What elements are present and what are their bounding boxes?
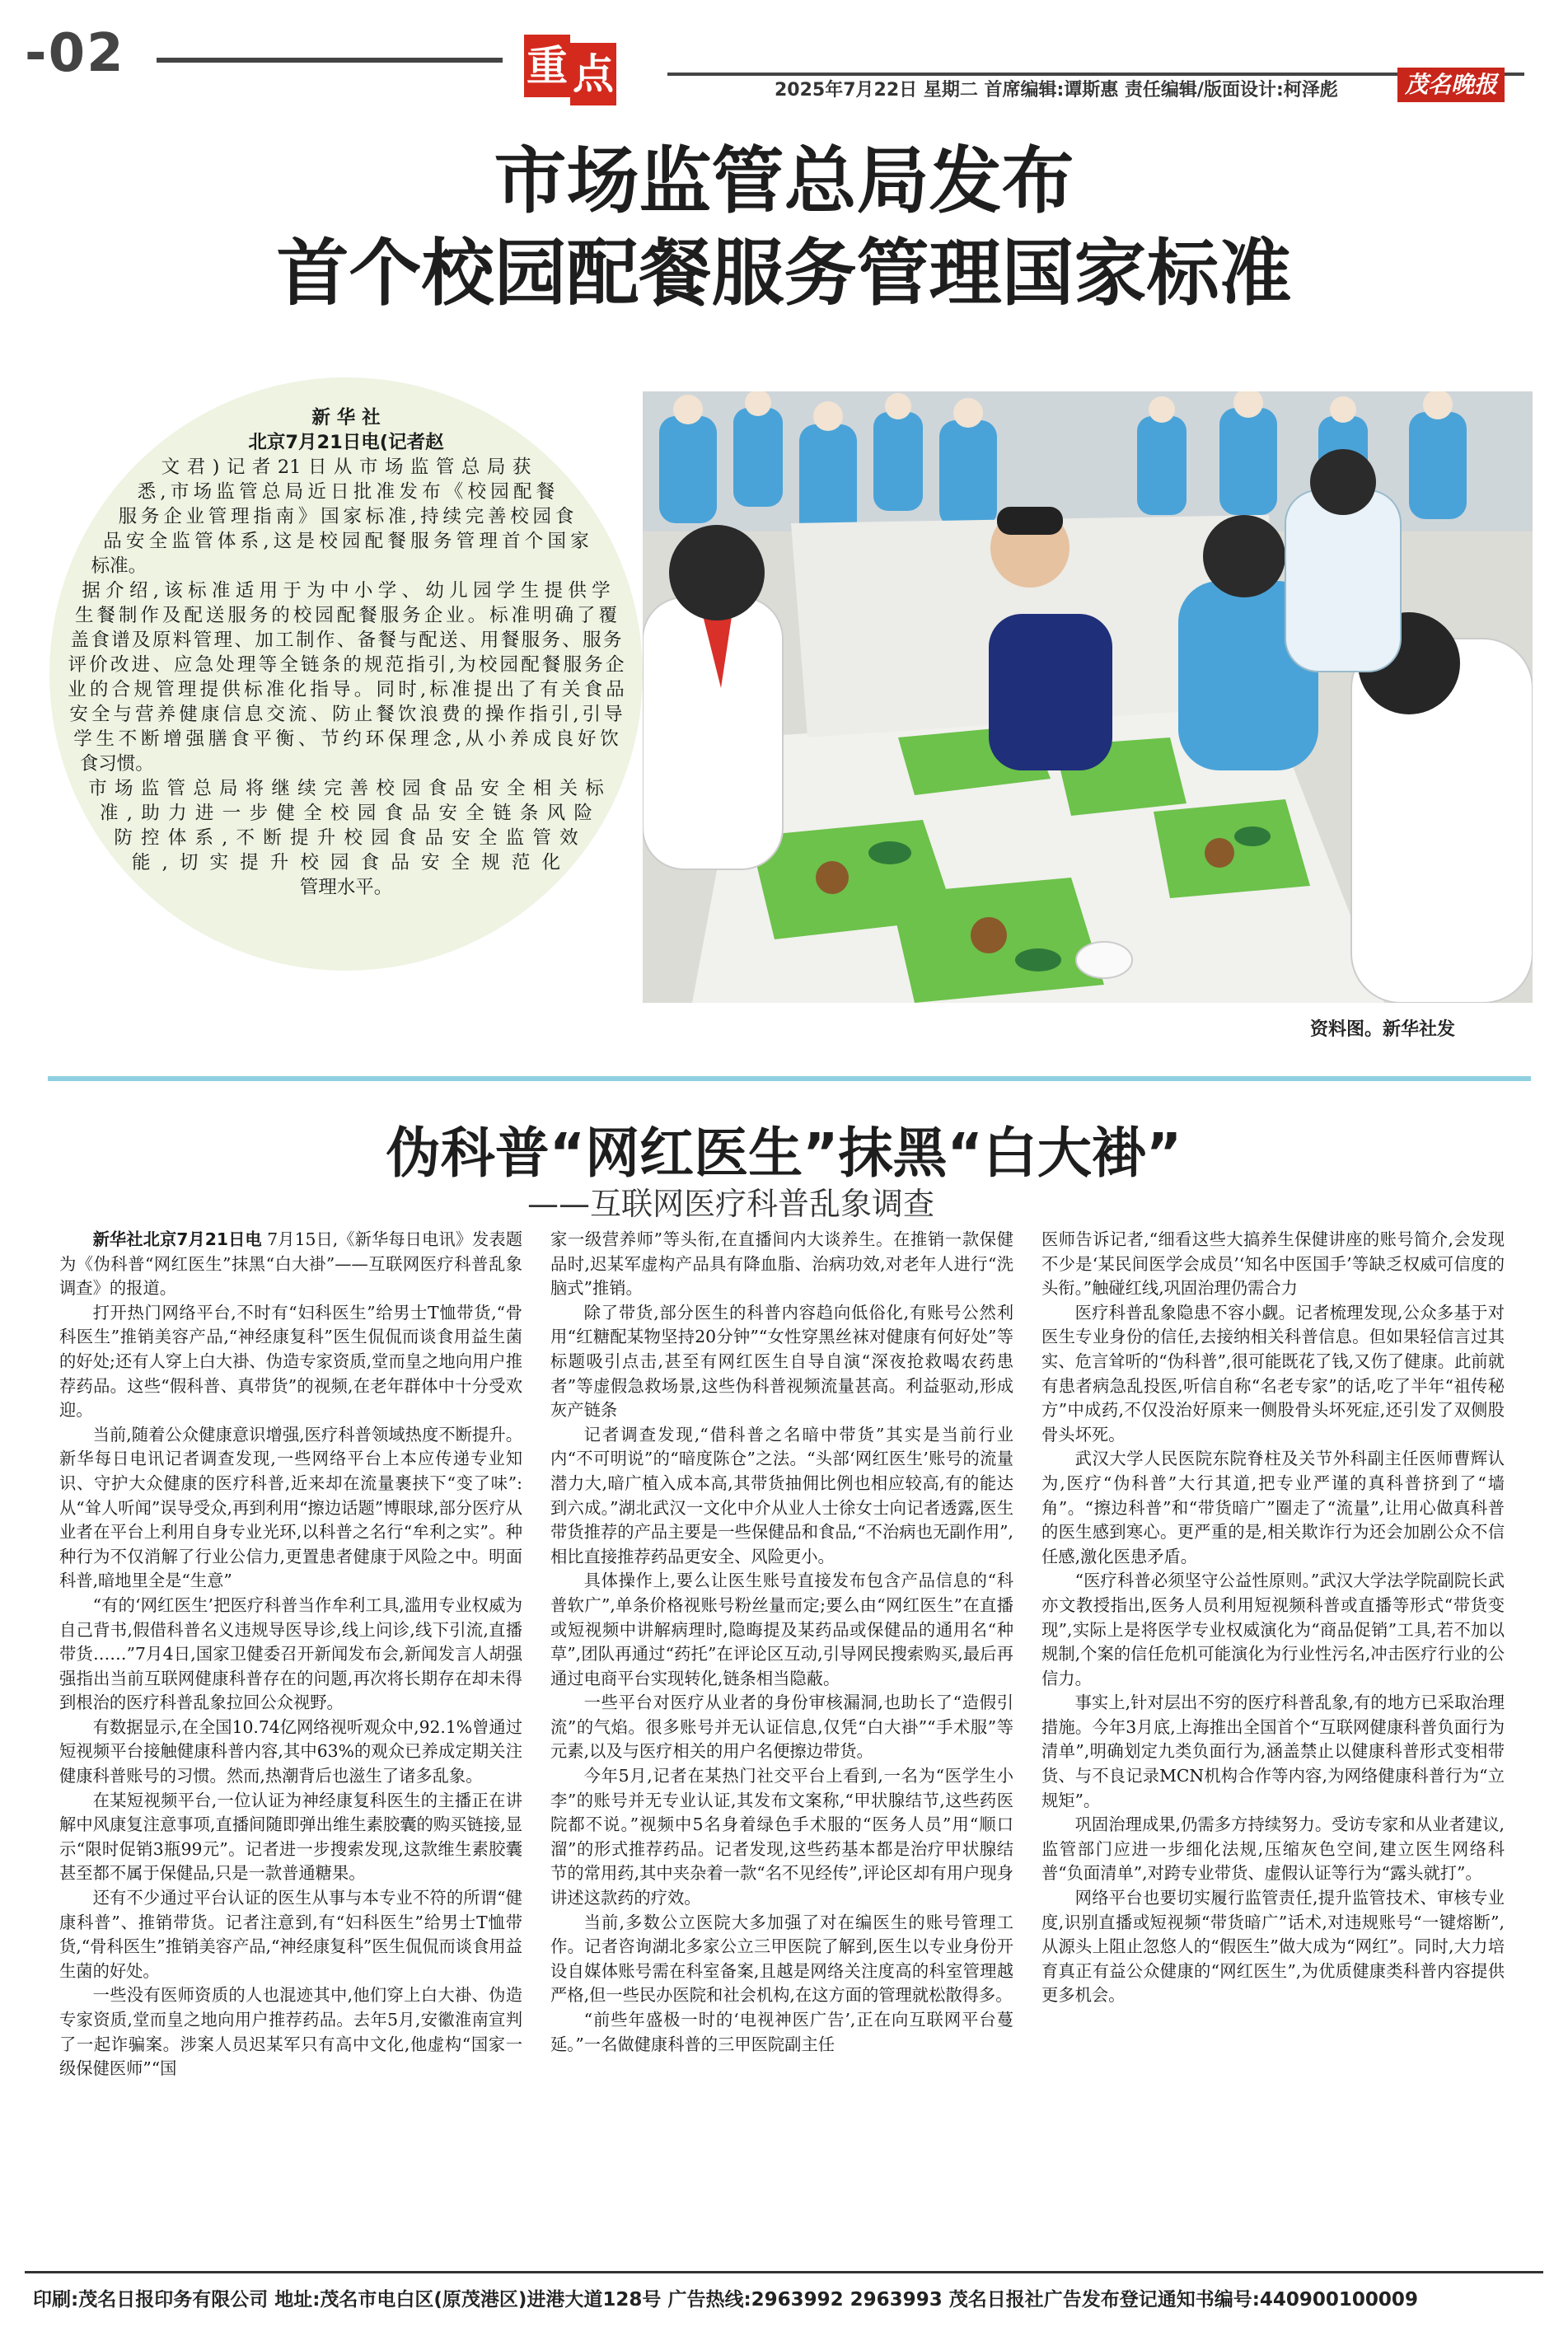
section-tag-char-2: 点 [570,43,616,105]
article1-line: 防控体系,不断提升校园食品安全监管效 [114,827,578,849]
article2-paragraph [1041,1301,1505,1448]
footer-rule [25,2271,1543,2273]
paragraph-text: 当前,多数公立医院大多加强了对在编医生的账号管理工作。记者咨询湖北多家公立三甲医院了解到,医生以专业身份开设自媒体账号需在科室备案,且越是网络关注度高的科室管理越严格,但一些民办医院和社会机构,在这方面的管理就松散得多。 [550,1912,1013,2006]
article2-column-2 [550,1228,1013,2057]
article2-paragraph [59,1886,522,1983]
article2-paragraph [1041,1886,1505,2008]
header-rule [157,58,503,63]
article1-line: 据介绍,该标准适用于为中小学、幼儿园学生提供学 [82,580,611,602]
paragraph-text: 有数据显示,在全国10.74亿网络视听观众中,92.1%曾通过短视频平台接触健康科普内容,其中63%的观众已养成定期关注健康科普账号的习惯。然而,热潮背后也滋生了诸多乱象。 [59,1716,522,1786]
article2-column-1 [59,1228,522,2081]
newspaper-logo: 茂名晚报 [1397,68,1505,102]
article2-paragraph [550,1764,1013,1911]
article1-line: 食习惯。 [79,753,154,775]
headline-line-1: 市场监管总局发布 [494,138,1074,223]
article1-line: 北京7月21日电(记者赵 [248,432,444,453]
article1-line: 生餐制作及配送服务的校园配餐服务企业。标准明确了覆 [74,605,617,626]
article1-line: 能,切实提升校园食品安全规范化 [132,852,560,873]
paragraph-text: 网络平台也要切实履行监管责任,提升监管技术、审核专业度,识别直播或短视频“带货暗广”话术,对违规账号“一键熔断”,从源头上阻止忽悠人的“假医生”做大成为“网红”。同时,大力培育真正有益公众健康的“网红医生”,为优质健康类科普内容提供更多机会。 [1041,1888,1505,2006]
article2-paragraph [1041,1691,1505,1813]
article1-line: 悉,市场监管总局近日批准发布《校园配餐 [137,481,555,503]
cafeteria-photo-illustration [643,391,1533,1003]
article1-line: 评价改进、应急处理等全链条的规范指引,为校园配餐服务企 [68,654,625,676]
article2-paragraph [59,1228,522,1301]
article1-line: 市场监管总局将继续完善校园食品安全相关标 [88,778,604,799]
paragraph-text: “前些年盛极一时的‘电视神医广告’,正在向互联网平台蔓延。”一名做健康科普的三甲医院副主任 [550,2010,1013,2054]
footer-imprint: 印刷:茂名日报印务有限公司 地址:茂名市电白区(原茂港区)进港大道128号 广告热线:2963992 2963993 茂名日报社广告发布登记通知书编号:440900100009 [33,2289,1418,2311]
paragraph-text: 一些平台对医疗从业者的身份审核漏洞,也助长了“造假引流”的气焰。很多账号并无认证信息,仅凭“白大褂”“手术服”等元素,以及与医疗相关的用户名便擦边带货。 [550,1693,1013,1762]
page-number: -02 [25,23,125,84]
article1-line: 盖食谱及原料管理、加工制作、备餐与配送、用餐服务、服务 [70,630,622,651]
article1-line: 新 华 社 [311,407,381,428]
cafeteria-photo [643,391,1533,1003]
article2-paragraph [550,1228,1013,1301]
article2-paragraph [550,1301,1013,1423]
article2-paragraph [550,1911,1013,2008]
article1-body [63,405,623,900]
article1-line: 准,助力进一步健全校园食品安全链条风险 [99,803,592,824]
paragraph-text: 巩固治理成果,仍需多方持续努力。受访专家和从业者建议,监管部门应进一步细化法规,压缩灰色空间,建立医生网络科普“负面清单”,对跨专业带货、虚假认证等行为“露头就打”。 [1041,1814,1505,1884]
paragraph-text: 家一级营养师”等头衔,在直播间内大谈养生。在推销一款保健品时,迟某军虚构产品具有降血脂、治病功效,对老年人进行“洗脑式”推销。 [550,1229,1013,1299]
article2-paragraph [59,1983,522,2081]
article1-line: 文君)记者21日从市场监管总局获 [161,457,531,478]
headline-line-2: 首个校园配餐服务管理国家标准 [276,231,1292,316]
paragraph-text: 医师告诉记者,“细看这些大搞养生保健讲座的账号简介,会发现不少是‘某民间医学会成员’‘知名中医国手’等缺乏权威可信度的头衔。”触碰红线,巩固治理仍需合力 [1041,1229,1505,1299]
article2-paragraph [59,1716,522,1789]
article2-paragraph [550,1423,1013,1570]
paragraph-text: 除了带货,部分医生的科普内容趋向低俗化,有账号公然利用“红糖配某物坚持20分钟”“女性穿黑丝袜对健康有何好处”等标题吸引点击,甚至有网红医生自导自演“深夜抢救喝农药患者”等虚假急救场景,这些伪科普视频流量甚高。利益驱动,形成灰产链条 [550,1302,1013,1421]
paragraph-text: 具体操作上,要么让医生账号直接发布包含产品信息的“科普软广”,单条价格视账号粉丝量而定;要么由“网红医生”在直播或短视频中讲解病理时,隐晦提及某药品或保健品的通用名“种草”,团队再通过“药托”在评论区互动,引导网民搜索购买,最后再通过电商平台实现转化,链条相当隐蔽。 [550,1571,1013,1688]
dateline: 新华社北京7月21日电 [92,1229,262,1249]
article2-headline: 伪科普“网红医生”抹黑“白大褂” [386,1121,1182,1185]
article2-paragraph [1041,1228,1505,1301]
article1-line: 管理水平。 [299,877,393,898]
paragraph-text: 武汉大学人民医院东院脊柱及关节外科副主任医师曹辉认为,医疗“伪科普”大行其道,把专业严谨的真科普挤到了“墙角”。“擦边科普”和“带货暗广”圈走了“流量”,让用心做真科普的医生感到寒心。更严重的是,相关欺诈行为还会加剧公众不信任感,激化医患矛盾。 [1041,1449,1505,1566]
paragraph-text: “医疗科普必须坚守公益性原则。”武汉大学法学院副院长武亦文教授指出,医务人员利用短视频科普或直播等形式“带货变现”,实际上是将医学专业权威演化为“商品促销”工具,若不加以规制,个案的信任危机可能演化为行业性污名,冲击医疗行业的公信力。 [1041,1571,1505,1688]
section-tag [524,35,615,105]
photo-caption: 资料图。新华社发 [1310,1019,1456,1040]
paragraph-text: 7月15日,《新华每日电讯》发表题为《伪科普“网红医生”抹黑“白大褂”——互联网医疗科普乱象调查》的报道。 [59,1229,522,1299]
article2-paragraph [550,1569,1013,1691]
article1-line: 品安全监管体系,这是校园配餐服务管理首个国家 [103,531,589,552]
paragraph-text: 今年5月,记者在某热门社交平台上看到,一名为“医学生小李”的账号并无专业认证,其发布文案称,“甲状腺结节,这些药医院都不说。”视频中5名身着绿色手术服的“医务人员”用“顺口溜”的形式推荐药品。记者发现,这些药基本都是治疗甲状腺结节的常用药,其中夹杂着一款“名不见经传”,评论区却有用户现身讲述这款药的疗效。 [550,1766,1013,1908]
paragraph-text: “有的‘网红医生’把医疗科普当作牟利工具,滥用专业权威为自己背书,假借科普名义违规导医导诊,线上问诊,线下引流,直播带货……”7月4日,国家卫健委召开新闻发布会,新闻发言人胡强强指出当前互联网健康科普存在的问题,再次将长期存在却未得到根治的医疗科普乱象拉回公众视野。 [59,1594,522,1713]
section-divider [48,1076,1531,1081]
paragraph-text: 当前,随着公众健康意识增强,医疗科普领域热度不断提升。新华每日电讯记者调查发现,一些网络平台上本应传递专业知识、守护大众健康的医疗科普,近来却在流量裹挟下“变了味”:从“耸人听闻”误导受众,再到利用“擦边话题”博眼球,部分医疗从业者在平台上利用自身专业光环,以科普之名行“牟利之实”。种种行为不仅消解了行业公信力,更置患者健康于风险之中。明面科普,暗地里全是“生意” [59,1424,522,1591]
paragraph-text: 在某短视频平台,一位认证为神经康复科医生的主播正在讲解中风康复注意事项,直播间随即弹出维生素胶囊的购买链接,显示“限时促销3瓶99元”。记者进一步搜索发现,这款维生素胶囊甚至都不属于保健品,只是一款普通糖果。 [59,1790,522,1884]
paragraph-text: 医疗科普乱象隐患不容小觑。记者梳理发现,公众多基于对医生专业身份的信任,去接纳相关科普信息。但如果轻信言过其实、危言耸听的“伪科普”,很可能既花了钱,又伤了健康。此前就有患者病急乱投医,听信自称“名老专家”的话,吃了半年“祖传秘方”中成药,不仅没治好原来一侧股骨头坏死症,还引发了双侧股骨头坏死。 [1041,1302,1505,1444]
article2-subtitle: ——互联网医疗科普乱象调查 [527,1186,935,1222]
article2-paragraph [1041,1813,1505,1886]
article2-paragraph [59,1301,522,1423]
article1-line: 安全与营养健康信息交流、防止餐饮浪费的操作指引,引导 [69,704,623,725]
article2-paragraph [1041,1447,1505,1569]
article2-paragraph [59,1594,522,1716]
article2-paragraph [550,2008,1013,2057]
article1-line: 服务企业管理指南》国家标准,持续完善校园食 [118,506,574,527]
issue-meta: 2025年7月22日 星期二 首席编辑:谭斯惠 责任编辑/版面设计:柯泽彪 [775,80,1338,101]
article2-paragraph [550,1691,1013,1764]
paragraph-text: 打开热门网络平台,不时有“妇科医生”给男士T恤带货,“骨科医生”推销美容产品,“神经康复科”医生侃侃而谈食用益生菌的好处;还有人穿上白大褂、伪造专家资质,堂而皇之地向用户推荐药品。这些“假科普、真带货”的视频,在老年群体中十分受欢迎。 [59,1302,522,1421]
paragraph-text: 事实上,针对层出不穷的医疗科普乱象,有的地方已采取治理措施。今年3月底,上海推出全国首个“互联网健康科普负面行为清单”,明确划定九类负面行为,涵盖禁止以健康科普形式变相带货、与不良记录MCN机构合作等内容,为网络健康科普行为“立规矩”。 [1041,1693,1505,1810]
article2-column-3 [1041,1228,1505,2008]
section-tag-char-1: 重 [524,35,570,97]
paragraph-text: 一些没有医师资质的人也混迹其中,他们穿上白大褂、伪造专家资质,堂而皇之地向用户推荐药品。去年5月,安徽淮南宣判了一起诈骗案。涉案人员迟某军只有高中文化,他虚构“国家一级保健医师”“国 [59,1985,522,2079]
article2-paragraph [1041,1569,1505,1691]
article2-paragraph [59,1789,522,1886]
paragraph-text: 还有不少通过平台认证的医生从事与本专业不符的所谓“健康科普”、推销带货。记者注意到,有“妇科医生”给男士T恤带货,“骨科医生”推销美容产品,“神经康复科”医生侃侃而谈食用益生菌的好处。 [59,1888,522,1981]
article1-line: 标准。 [91,555,147,577]
article1-line: 业的合规管理提供标准化指导。同时,标准提出了有关食品 [68,679,625,700]
article2-paragraph [59,1423,522,1594]
paragraph-text: 记者调查发现,“借科普之名暗中带货”其实是当前行业内“不可明说”的“暗度陈仓”之法。“头部‘网红医生’账号的流量潜力大,暗广植入成本高,其带货抽佣比例也相应较高,有的能达到六成。”湖北武汉一文化中介从业人士徐女士向记者透露,医生带货推荐的产品主要是一些保健品和食品,“不治病也无副作用”,相比直接推荐药品更安全、风险更小。 [550,1424,1013,1566]
article1-line: 学生不断增强膳食平衡、节约环保理念,从小养成良好饮 [73,728,619,750]
